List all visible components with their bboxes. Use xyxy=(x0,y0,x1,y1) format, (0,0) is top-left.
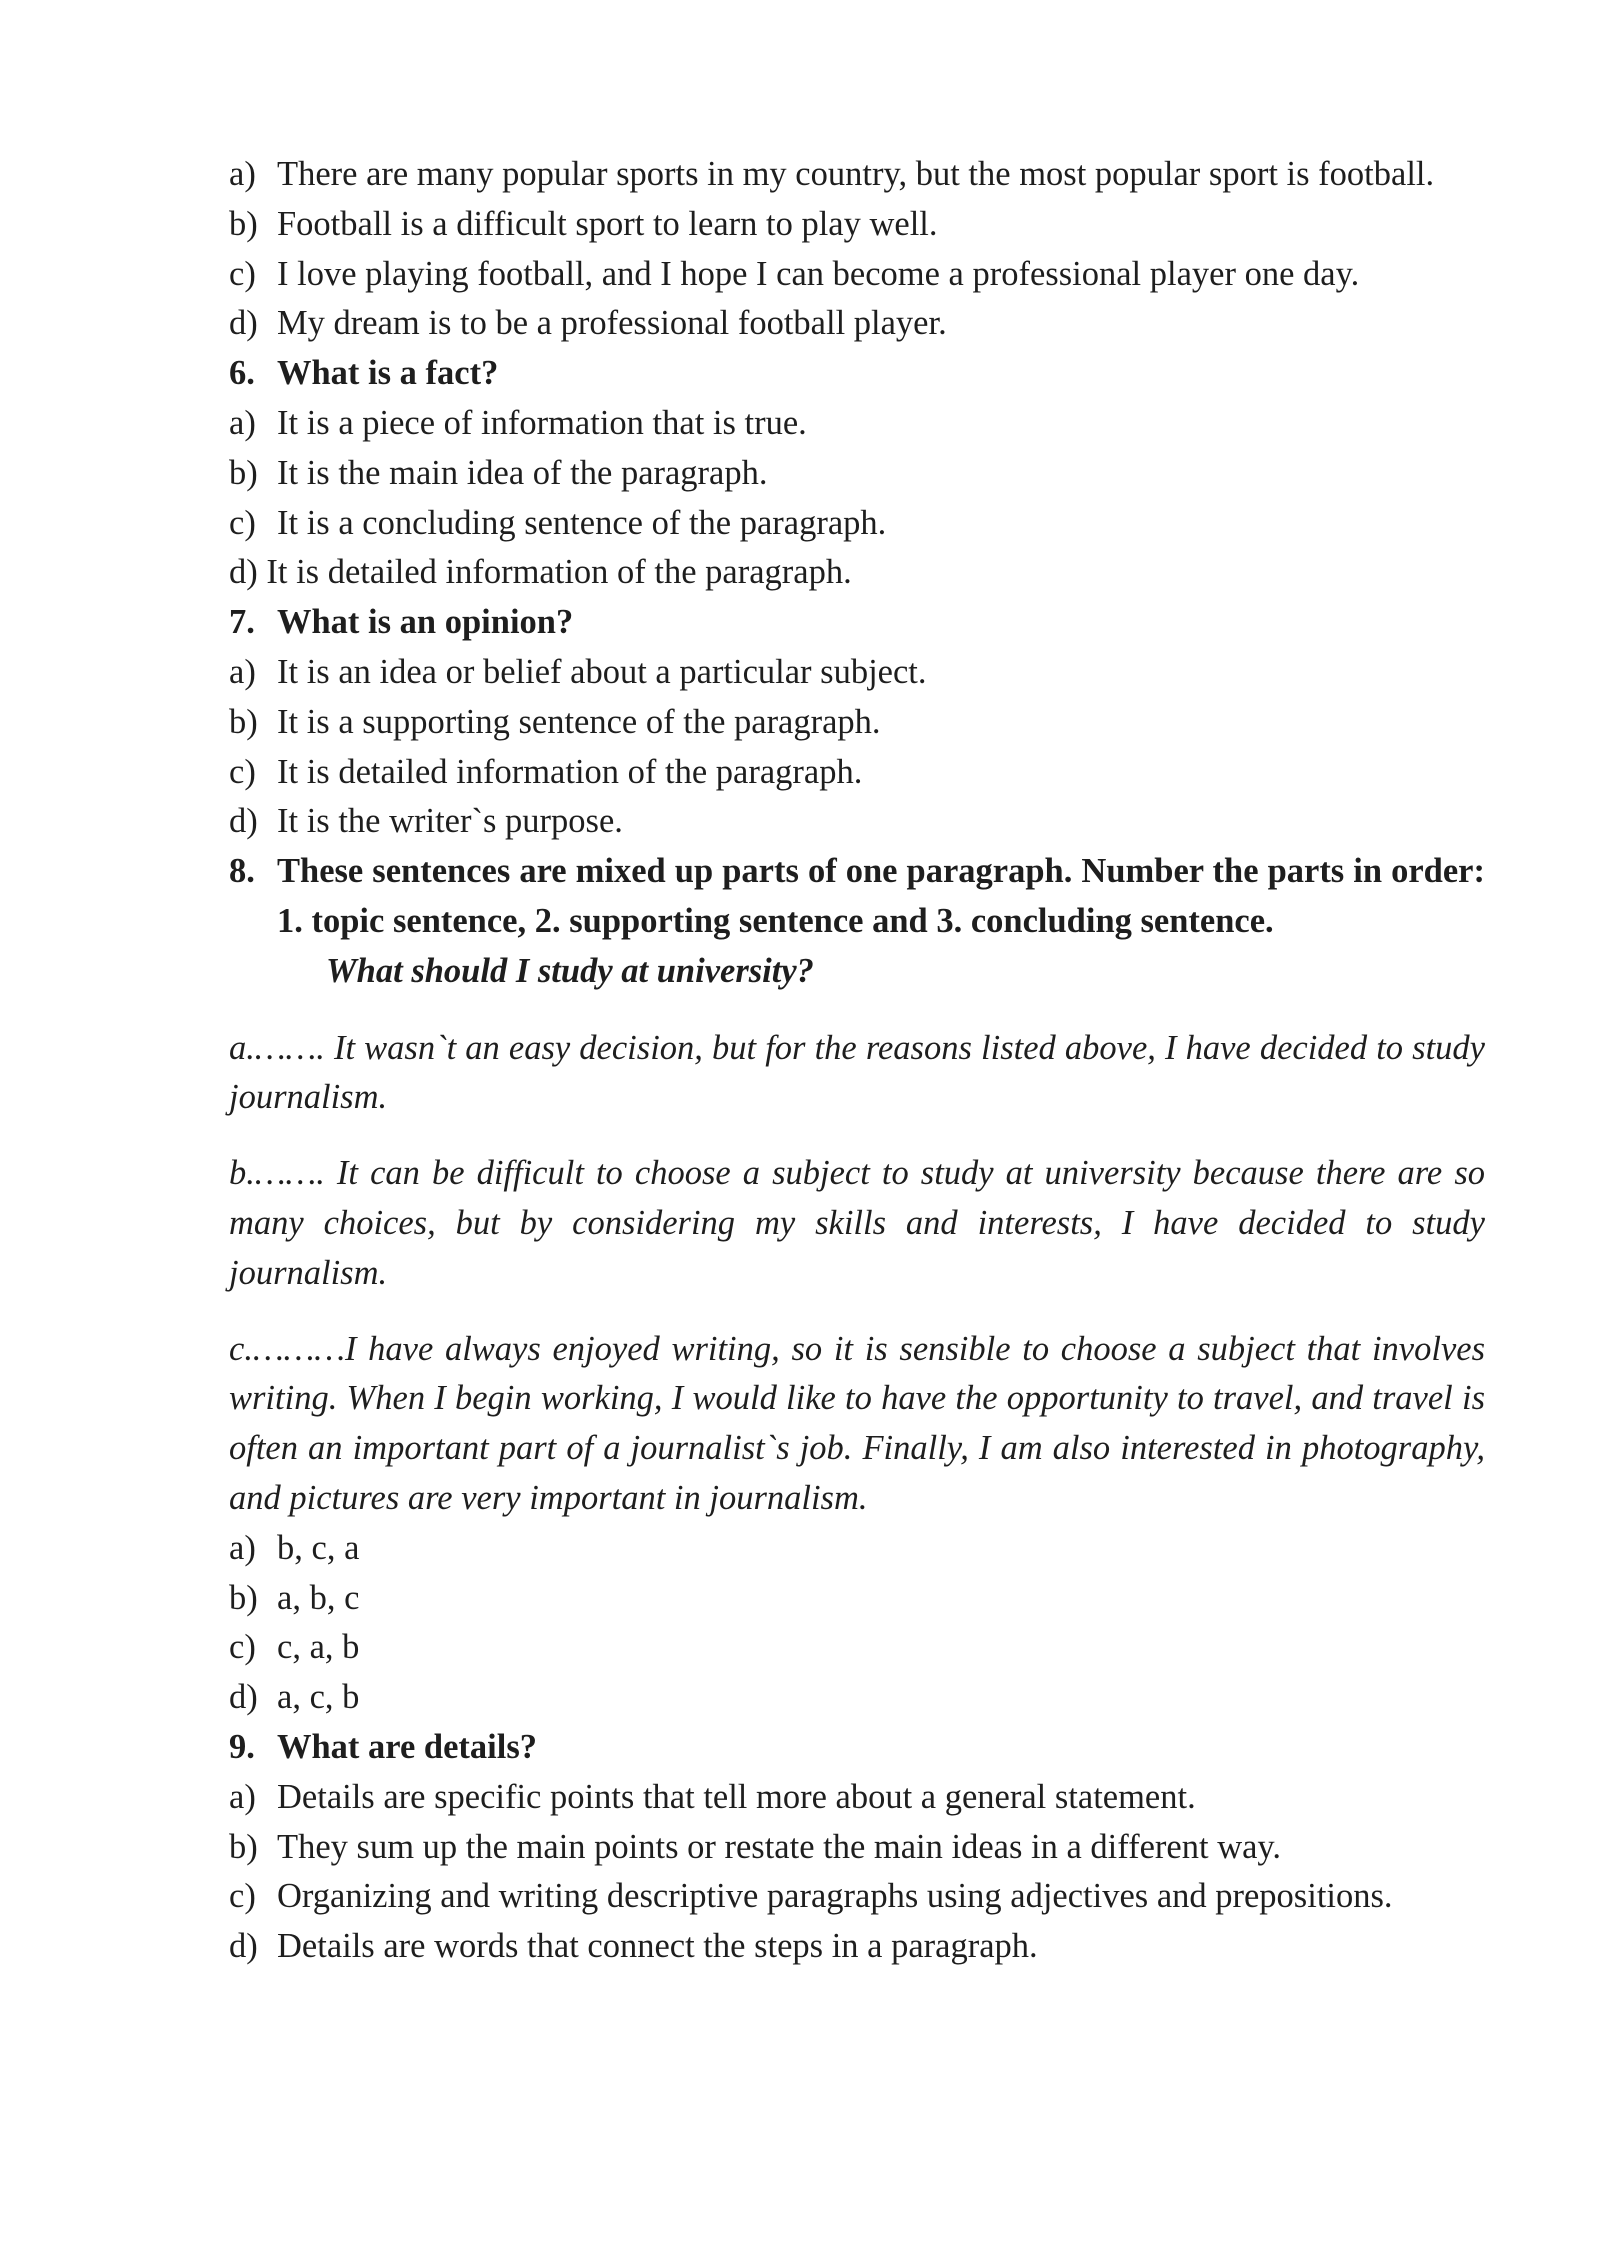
option-a xyxy=(229,648,1485,698)
option-d xyxy=(229,299,1485,349)
question-number: 8. xyxy=(229,852,255,891)
option-label: c) xyxy=(229,752,256,791)
question-text: What is an opinion? xyxy=(277,603,574,642)
option-b xyxy=(229,1574,1485,1624)
question-7 xyxy=(229,598,1485,648)
option-text: They sum up the main points or restate the main ideas in a different way. xyxy=(277,1827,1282,1866)
option-a xyxy=(229,1773,1485,1823)
option-c xyxy=(229,499,1485,549)
passage-paragraph-a: a.……. It wasn`t an easy decision, but for the reasons listed above, I have decided to study journalism. xyxy=(229,1028,1485,1117)
option-label: c) xyxy=(229,503,256,542)
option-text: It is the writer`s purpose. xyxy=(277,802,623,841)
option-label: d) xyxy=(229,1927,258,1966)
option-b xyxy=(229,698,1485,748)
passage-paragraph-b: b.……. It can be difficult to choose a subject to study at university because there are so many choices, but by considering my skills and interests, I have decided to study journalism. xyxy=(229,1154,1485,1292)
option-c xyxy=(229,250,1485,300)
option-text: Football is a difficult sport to learn to play well. xyxy=(277,204,938,243)
option-c xyxy=(229,1623,1485,1673)
option-text: It is a piece of information that is true. xyxy=(277,403,807,442)
option-text: It is a concluding sentence of the paragraph. xyxy=(277,503,887,542)
option-d xyxy=(229,797,1485,847)
option-text: b, c, a xyxy=(277,1528,360,1567)
document-page xyxy=(229,150,1485,1972)
option-label: d) xyxy=(229,1678,258,1717)
option-label: d) xyxy=(229,553,258,592)
option-label: c) xyxy=(229,254,256,293)
option-label: b) xyxy=(229,1578,258,1617)
option-text: It is a supporting sentence of the paragraph. xyxy=(277,702,881,741)
option-a xyxy=(229,1524,1485,1574)
option-label: b) xyxy=(229,453,258,492)
option-text: My dream is to be a professional football player. xyxy=(277,304,947,343)
question-8 xyxy=(229,847,1485,947)
option-text: It is detailed information of the paragraph. xyxy=(266,553,852,592)
option-label: d) xyxy=(229,304,258,343)
question-number: 7. xyxy=(229,603,255,642)
option-text: I love playing football, and I hope I can become a professional player one day. xyxy=(277,254,1360,293)
question-9 xyxy=(229,1723,1485,1773)
option-label: c) xyxy=(229,1877,256,1916)
option-b xyxy=(229,449,1485,499)
option-text: c, a, b xyxy=(277,1628,360,1667)
option-label: a) xyxy=(229,403,256,442)
option-text: Details are words that connect the steps in a paragraph. xyxy=(277,1927,1038,1966)
option-d xyxy=(229,1922,1485,1972)
option-c xyxy=(229,1872,1485,1922)
option-d xyxy=(229,1673,1485,1723)
option-a xyxy=(229,399,1485,449)
option-text: It is the main idea of the paragraph. xyxy=(277,453,768,492)
option-text: It is detailed information of the paragraph. xyxy=(277,752,863,791)
question-number: 9. xyxy=(229,1727,255,1766)
option-text: Organizing and writing descriptive paragraphs using adjectives and prepositions. xyxy=(277,1877,1393,1916)
option-text: There are many popular sports in my country, but the most popular sport is football. xyxy=(277,155,1435,193)
option-label: d) xyxy=(229,802,258,841)
passage-title: What should I study at university? xyxy=(326,951,814,990)
option-label: a) xyxy=(229,1777,256,1816)
option-text: It is an idea or belief about a particular subject. xyxy=(277,652,927,691)
option-label: b) xyxy=(229,204,258,243)
option-b xyxy=(229,200,1485,250)
question-text: What are details? xyxy=(277,1727,538,1766)
option-text: a, b, c xyxy=(277,1578,360,1617)
option-label: a) xyxy=(229,155,256,193)
option-label: a) xyxy=(229,1528,256,1567)
question-text: What is a fact? xyxy=(277,354,499,393)
option-label: c) xyxy=(229,1628,256,1667)
option-label: a) xyxy=(229,652,256,691)
option-label: b) xyxy=(229,702,258,741)
option-b xyxy=(229,1823,1485,1873)
option-text: Details are specific points that tell more about a general statement. xyxy=(277,1777,1196,1816)
passage-paragraph-c: c.………I have always enjoyed writing, so it is sensible to choose a subject that involves writing. When I begin working, I would like to have the opportunity to travel, and travel is often an important part of a journalist`s job. Finally, I am also interested in photography, and pictures are very important in journalism. xyxy=(229,1329,1485,1517)
question-6 xyxy=(229,349,1485,399)
question-number: 6. xyxy=(229,354,255,393)
question-text: These sentences are mixed up parts of one paragraph. Number the parts in order: 1. topic sentence, 2. supporting sentence and 3. concluding sentence. xyxy=(277,852,1485,940)
option-c xyxy=(229,748,1485,798)
option-label: b) xyxy=(229,1827,258,1866)
option-a xyxy=(229,150,1485,200)
option-d xyxy=(229,548,1485,598)
option-text: a, c, b xyxy=(277,1678,360,1717)
